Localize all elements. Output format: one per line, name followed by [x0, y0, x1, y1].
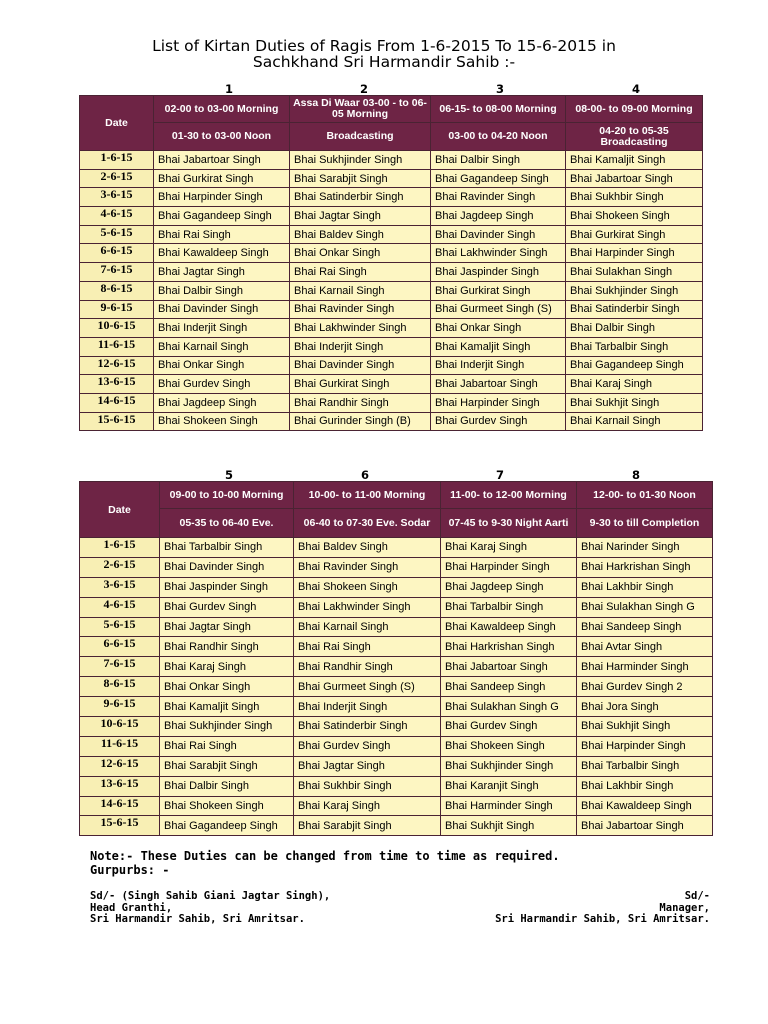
- duty-table-1: [79, 95, 703, 431]
- ragi-name-cell: Bhai Gurmeet Singh (S): [431, 300, 566, 319]
- gurpurbs-line: Gurpurbs: -: [90, 863, 170, 877]
- slot-header: 06-15- to 08-00 Morning: [431, 96, 566, 123]
- slot-header: 10-00- to 11-00 Morning: [294, 482, 441, 509]
- signature-line: Sri Harmandir Sahib, Sri Amritsar.: [495, 913, 710, 925]
- date-cell: 12-6-15: [80, 756, 160, 776]
- ragi-name-cell: Bhai Jagtar Singh: [160, 617, 294, 637]
- ragi-name-cell: Bhai Gurkirat Singh: [566, 225, 703, 244]
- date-cell: 3-6-15: [80, 577, 160, 597]
- ragi-name-cell: Bhai Tarbalbir Singh: [160, 538, 294, 558]
- ragi-name-cell: Bhai Baldev Singh: [290, 225, 431, 244]
- ragi-name-cell: Bhai Sukhjinder Singh: [160, 717, 294, 737]
- date-cell: 13-6-15: [80, 375, 154, 394]
- ragi-name-cell: Bhai Jagdeep Singh: [154, 393, 290, 412]
- slot-header: 12-00- to 01-30 Noon: [577, 482, 713, 509]
- ragi-name-cell: Bhai Gurkirat Singh: [431, 281, 566, 300]
- ragi-name-cell: Bhai Ravinder Singh: [290, 300, 431, 319]
- ragi-name-cell: Bhai Lakhwinder Singh: [431, 244, 566, 263]
- table-row: [80, 151, 703, 170]
- ragi-name-cell: Bhai Karaj Singh: [566, 375, 703, 394]
- table-row: [80, 756, 713, 776]
- slot-header: Broadcasting: [290, 123, 431, 151]
- table-row: [80, 736, 713, 756]
- ragi-name-cell: Bhai Onkar Singh: [160, 677, 294, 697]
- signature-line: Sri Harmandir Sahib, Sri Amritsar.: [90, 913, 305, 925]
- ragi-name-cell: Bhai Gurkirat Singh: [290, 375, 431, 394]
- ragi-name-cell: Bhai Sandeep Singh: [441, 677, 577, 697]
- ragi-name-cell: Bhai Gurdev Singh 2: [577, 677, 713, 697]
- ragi-name-cell: Bhai Randhir Singh: [294, 657, 441, 677]
- date-cell: 4-6-15: [80, 597, 160, 617]
- ragi-name-cell: Bhai Lakhwinder Singh: [290, 319, 431, 338]
- ragi-name-cell: Bhai Harpinder Singh: [577, 736, 713, 756]
- table-row: [80, 263, 703, 282]
- table-row: [80, 300, 703, 319]
- ragi-name-cell: Bhai Sarabjit Singh: [290, 169, 431, 188]
- table-row: [80, 207, 703, 226]
- table-row: [80, 188, 703, 207]
- ragi-name-cell: Bhai Kamaljit Singh: [431, 337, 566, 356]
- ragi-name-cell: Bhai Jaspinder Singh: [431, 263, 566, 282]
- column-number: 8: [631, 468, 640, 482]
- date-cell: 5-6-15: [80, 617, 160, 637]
- duty-table-2: [79, 481, 713, 836]
- slot-header: 02-00 to 03-00 Morning: [154, 96, 290, 123]
- column-numbers-1: [0, 82, 768, 96]
- ragi-name-cell: Bhai Gurdev Singh: [441, 717, 577, 737]
- date-cell: 8-6-15: [80, 281, 154, 300]
- ragi-name-cell: Bhai Tarbalbir Singh: [577, 756, 713, 776]
- ragi-name-cell: Bhai Sukhbir Singh: [566, 188, 703, 207]
- date-cell: 15-6-15: [80, 816, 160, 836]
- ragi-name-cell: Bhai Sukhjit Singh: [441, 816, 577, 836]
- ragi-name-cell: Bhai Tarbalbir Singh: [441, 597, 577, 617]
- date-cell: 10-6-15: [80, 319, 154, 338]
- table-row: [80, 375, 703, 394]
- date-cell: 6-6-15: [80, 637, 160, 657]
- ragi-name-cell: Bhai Davinder Singh: [154, 300, 290, 319]
- ragi-name-cell: Bhai Lakhwinder Singh: [294, 597, 441, 617]
- table-row: [80, 796, 713, 816]
- signature-line: Sd/- (Singh Sahib Giani Jagtar Singh),: [90, 890, 331, 902]
- table-row: [80, 657, 713, 677]
- column-number: 4: [631, 82, 640, 96]
- ragi-name-cell: Bhai Harminder Singh: [577, 657, 713, 677]
- ragi-name-cell: Bhai Gagandeep Singh: [154, 207, 290, 226]
- ragi-name-cell: Bhai Rai Singh: [160, 736, 294, 756]
- signature-line: Sd/-: [684, 890, 710, 902]
- ragi-name-cell: Bhai Shokeen Singh: [294, 577, 441, 597]
- slot-header: 05-35 to 06-40 Eve.: [160, 509, 294, 538]
- signature-line: Manager,: [659, 901, 710, 914]
- table-row: [80, 697, 713, 717]
- ragi-name-cell: Bhai Karanjit Singh: [441, 776, 577, 796]
- ragi-name-cell: Bhai Gagandeep Singh: [160, 816, 294, 836]
- date-cell: 10-6-15: [80, 717, 160, 737]
- slot-header: 04-20 to 05-35 Broadcasting: [566, 123, 703, 151]
- ragi-name-cell: Bhai Kawaldeep Singh: [154, 244, 290, 263]
- table-row: [80, 597, 713, 617]
- ragi-name-cell: Bhai Kamaljit Singh: [160, 697, 294, 717]
- date-cell: 12-6-15: [80, 356, 154, 375]
- table-row: [80, 637, 713, 657]
- ragi-name-cell: Bhai Onkar Singh: [431, 319, 566, 338]
- ragi-name-cell: Bhai Sukhjit Singh: [577, 717, 713, 737]
- ragi-name-cell: Bhai Gurkirat Singh: [154, 169, 290, 188]
- slot-header: 06-40 to 07-30 Eve. Sodar: [294, 509, 441, 538]
- ragi-name-cell: Bhai Rai Singh: [154, 225, 290, 244]
- slot-header: 01-30 to 03-00 Noon: [154, 123, 290, 151]
- column-number: 3: [495, 82, 504, 96]
- ragi-name-cell: Bhai Shokeen Singh: [566, 207, 703, 226]
- date-cell: 8-6-15: [80, 677, 160, 697]
- ragi-name-cell: Bhai Ravinder Singh: [294, 557, 441, 577]
- ragi-name-cell: Bhai Sukhjinder Singh: [566, 281, 703, 300]
- table-row: [80, 538, 713, 558]
- ragi-name-cell: Bhai Karaj Singh: [160, 657, 294, 677]
- table-row: [80, 393, 703, 412]
- date-cell: 1-6-15: [80, 151, 154, 170]
- ragi-name-cell: Bhai Shokeen Singh: [441, 736, 577, 756]
- ragi-name-cell: Bhai Gurinder Singh (B): [290, 412, 431, 431]
- ragi-name-cell: Bhai Inderjit Singh: [431, 356, 566, 375]
- date-cell: 2-6-15: [80, 169, 154, 188]
- table-row: [80, 244, 703, 263]
- note-line: Note:- These Duties can be changed from time to time as required.: [90, 849, 560, 863]
- table-row: [80, 776, 713, 796]
- ragi-name-cell: Bhai Tarbalbir Singh: [566, 337, 703, 356]
- table-row: [80, 356, 703, 375]
- ragi-name-cell: Bhai Jagdeep Singh: [431, 207, 566, 226]
- table-row: [80, 225, 703, 244]
- date-cell: 13-6-15: [80, 776, 160, 796]
- slot-header: 03-00 to 04-20 Noon: [431, 123, 566, 151]
- date-header: Date: [80, 96, 154, 151]
- ragi-name-cell: Bhai Jaspinder Singh: [160, 577, 294, 597]
- ragi-name-cell: Bhai Karnail Singh: [290, 281, 431, 300]
- ragi-name-cell: Bhai Gurdev Singh: [154, 375, 290, 394]
- ragi-name-cell: Bhai Narinder Singh: [577, 538, 713, 558]
- note: [90, 849, 560, 877]
- column-numbers-2: [0, 468, 768, 482]
- ragi-name-cell: Bhai Karaj Singh: [441, 538, 577, 558]
- date-cell: 2-6-15: [80, 557, 160, 577]
- signature-right: [495, 891, 710, 926]
- ragi-name-cell: Bhai Jabartoar Singh: [577, 816, 713, 836]
- ragi-name-cell: Bhai Sulakhan Singh G: [441, 697, 577, 717]
- ragi-name-cell: Bhai Lakhbir Singh: [577, 776, 713, 796]
- slot-header: 07-45 to 9-30 Night Aarti: [441, 509, 577, 538]
- date-cell: 4-6-15: [80, 207, 154, 226]
- ragi-name-cell: Bhai Jabartoar Singh: [566, 169, 703, 188]
- date-cell: 7-6-15: [80, 657, 160, 677]
- date-cell: 14-6-15: [80, 393, 154, 412]
- date-cell: 11-6-15: [80, 736, 160, 756]
- table-row: [80, 281, 703, 300]
- date-cell: 15-6-15: [80, 412, 154, 431]
- date-cell: 14-6-15: [80, 796, 160, 816]
- ragi-name-cell: Bhai Rai Singh: [290, 263, 431, 282]
- ragi-name-cell: Bhai Inderjit Singh: [154, 319, 290, 338]
- ragi-name-cell: Bhai Ravinder Singh: [431, 188, 566, 207]
- table-row: [80, 169, 703, 188]
- ragi-name-cell: Bhai Sarabjit Singh: [160, 756, 294, 776]
- ragi-name-cell: Bhai Harminder Singh: [441, 796, 577, 816]
- ragi-name-cell: Bhai Harpinder Singh: [154, 188, 290, 207]
- ragi-name-cell: Bhai Sukhjinder Singh: [290, 151, 431, 170]
- ragi-name-cell: Bhai Karnail Singh: [294, 617, 441, 637]
- ragi-name-cell: Bhai Karnail Singh: [566, 412, 703, 431]
- ragi-name-cell: Bhai Harkrishan Singh: [441, 637, 577, 657]
- date-cell: 1-6-15: [80, 538, 160, 558]
- ragi-name-cell: Bhai Satinderbir Singh: [294, 717, 441, 737]
- slot-header: 09-00 to 10-00 Morning: [160, 482, 294, 509]
- ragi-name-cell: Bhai Dalbir Singh: [566, 319, 703, 338]
- ragi-name-cell: Bhai Shokeen Singh: [160, 796, 294, 816]
- ragi-name-cell: Bhai Sukhbir Singh: [294, 776, 441, 796]
- column-number: 1: [224, 82, 233, 96]
- signature-line: Head Granthi,: [90, 901, 173, 914]
- ragi-name-cell: Bhai Sulakhan Singh G: [577, 597, 713, 617]
- ragi-name-cell: Bhai Sarabjit Singh: [294, 816, 441, 836]
- ragi-name-cell: Bhai Harpinder Singh: [441, 557, 577, 577]
- ragi-name-cell: Bhai Gagandeep Singh: [431, 169, 566, 188]
- date-cell: 3-6-15: [80, 188, 154, 207]
- ragi-name-cell: Bhai Satinderbir Singh: [566, 300, 703, 319]
- ragi-name-cell: Bhai Kawaldeep Singh: [577, 796, 713, 816]
- ragi-name-cell: Bhai Jagtar Singh: [154, 263, 290, 282]
- ragi-name-cell: Bhai Onkar Singh: [154, 356, 290, 375]
- ragi-name-cell: Bhai Randhir Singh: [160, 637, 294, 657]
- ragi-name-cell: Bhai Gurmeet Singh (S): [294, 677, 441, 697]
- ragi-name-cell: Bhai Gurdev Singh: [160, 597, 294, 617]
- ragi-name-cell: Bhai Kamaljit Singh: [566, 151, 703, 170]
- ragi-name-cell: Bhai Davinder Singh: [431, 225, 566, 244]
- ragi-name-cell: Bhai Harpinder Singh: [431, 393, 566, 412]
- ragi-name-cell: Bhai Jabartoar Singh: [431, 375, 566, 394]
- table-row: [80, 816, 713, 836]
- table-row: [80, 557, 713, 577]
- ragi-name-cell: Bhai Jora Singh: [577, 697, 713, 717]
- slot-header: 9-30 to till Completion: [577, 509, 713, 538]
- ragi-name-cell: Bhai Sandeep Singh: [577, 617, 713, 637]
- ragi-name-cell: Bhai Rai Singh: [294, 637, 441, 657]
- table-row: [80, 617, 713, 637]
- ragi-name-cell: Bhai Harkrishan Singh: [577, 557, 713, 577]
- ragi-name-cell: Bhai Lakhbir Singh: [577, 577, 713, 597]
- date-cell: 5-6-15: [80, 225, 154, 244]
- page-title-line1: List of Kirtan Duties of Ragis From 1-6-2015 To 15-6-2015 in: [152, 37, 616, 55]
- date-cell: 7-6-15: [80, 263, 154, 282]
- date-cell: 9-6-15: [80, 697, 160, 717]
- ragi-name-cell: Bhai Baldev Singh: [294, 538, 441, 558]
- date-cell: 9-6-15: [80, 300, 154, 319]
- ragi-name-cell: Bhai Dalbir Singh: [160, 776, 294, 796]
- ragi-name-cell: Bhai Karnail Singh: [154, 337, 290, 356]
- table-row: [80, 337, 703, 356]
- page-title-line2: Sachkhand Sri Harmandir Sahib :-: [252, 53, 516, 71]
- ragi-name-cell: Bhai Jabartoar Singh: [154, 151, 290, 170]
- ragi-name-cell: Bhai Sukhjit Singh: [566, 393, 703, 412]
- table-row: [80, 577, 713, 597]
- column-number: 6: [360, 468, 369, 482]
- table-row: [80, 717, 713, 737]
- slot-header: Assa Di Waar 03-00 - to 06-05 Morning: [290, 96, 431, 123]
- ragi-name-cell: Bhai Kawaldeep Singh: [441, 617, 577, 637]
- ragi-name-cell: Bhai Shokeen Singh: [154, 412, 290, 431]
- ragi-name-cell: Bhai Davinder Singh: [290, 356, 431, 375]
- ragi-name-cell: Bhai Gurdev Singh: [294, 736, 441, 756]
- slot-header: 11-00- to 12-00 Morning: [441, 482, 577, 509]
- ragi-name-cell: Bhai Dalbir Singh: [154, 281, 290, 300]
- ragi-name-cell: Bhai Sulakhan Singh: [566, 263, 703, 282]
- date-cell: 11-6-15: [80, 337, 154, 356]
- slot-header: 08-00- to 09-00 Morning: [566, 96, 703, 123]
- ragi-name-cell: Bhai Jagtar Singh: [290, 207, 431, 226]
- ragi-name-cell: Bhai Karaj Singh: [294, 796, 441, 816]
- ragi-name-cell: Bhai Gurdev Singh: [431, 412, 566, 431]
- ragi-name-cell: Bhai Davinder Singh: [160, 557, 294, 577]
- column-number: 2: [359, 82, 368, 96]
- table-row: [80, 677, 713, 697]
- ragi-name-cell: Bhai Jagtar Singh: [294, 756, 441, 776]
- signature-left: [90, 891, 330, 926]
- ragi-name-cell: Bhai Gagandeep Singh: [566, 356, 703, 375]
- ragi-name-cell: Bhai Avtar Singh: [577, 637, 713, 657]
- column-number: 5: [224, 468, 233, 482]
- ragi-name-cell: Bhai Inderjit Singh: [290, 337, 431, 356]
- ragi-name-cell: Bhai Harpinder Singh: [566, 244, 703, 263]
- ragi-name-cell: Bhai Jabartoar Singh: [441, 657, 577, 677]
- ragi-name-cell: Bhai Satinderbir Singh: [290, 188, 431, 207]
- date-header: Date: [80, 482, 160, 538]
- ragi-name-cell: Bhai Dalbir Singh: [431, 151, 566, 170]
- table-row: [80, 319, 703, 338]
- ragi-name-cell: Bhai Inderjit Singh: [294, 697, 441, 717]
- ragi-name-cell: Bhai Sukhjinder Singh: [441, 756, 577, 776]
- ragi-name-cell: Bhai Randhir Singh: [290, 393, 431, 412]
- column-number: 7: [495, 468, 504, 482]
- date-cell: 6-6-15: [80, 244, 154, 263]
- ragi-name-cell: Bhai Onkar Singh: [290, 244, 431, 263]
- table-row: [80, 412, 703, 431]
- ragi-name-cell: Bhai Jagdeep Singh: [441, 577, 577, 597]
